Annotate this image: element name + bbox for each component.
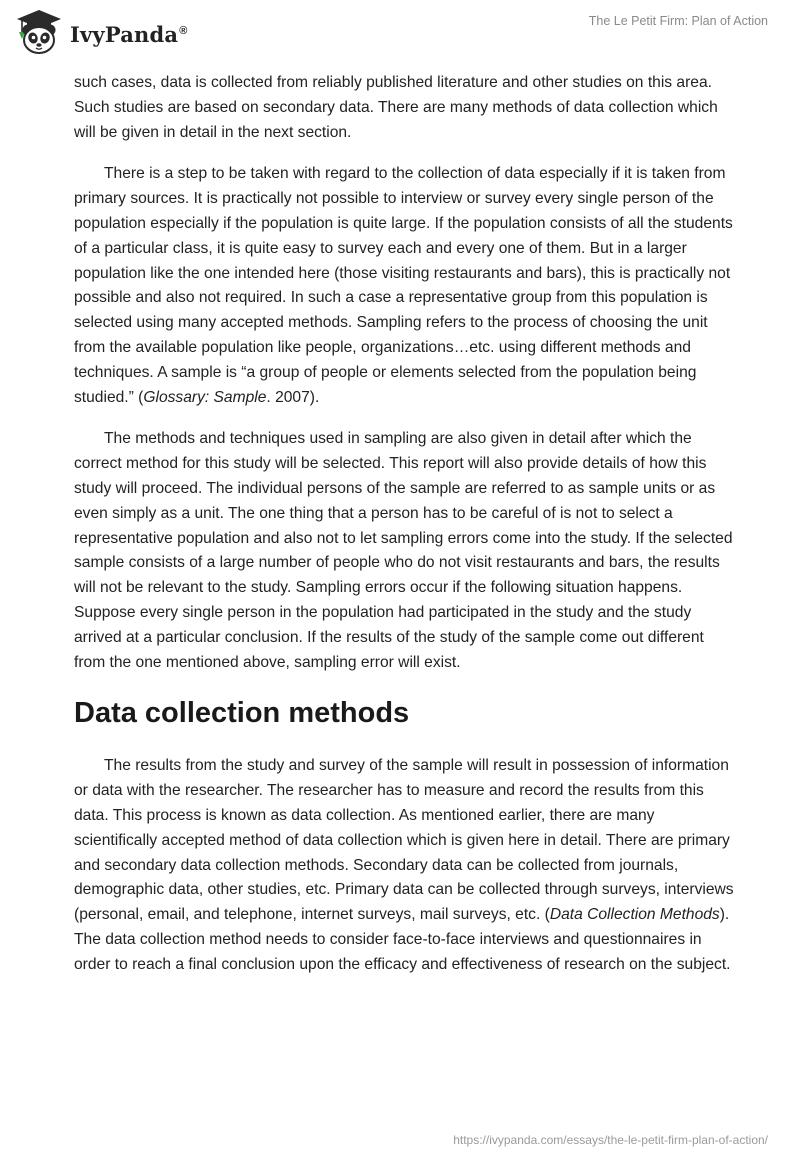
paragraph-3: The methods and techniques used in sampling are also given in detail after which the correct method for this study will be selected. This report will also provide details of how this study will proceed. The individual persons of the sample are referred to as sample units or as even simply as a unit. The one thing that a person has to be careful of is not to select a representative population and also not to let sampling errors come into the study. If the selected sample consists of a large number of people who do not visit restaurants and bars, the results will not be relevant to the study. Sampling errors occur if the following situation happens. Suppose every single person in the population had participated in the study and the study arrived at a particular conclusion. If the results of the study of the sample come out different from the one mentioned above, sampling error will exist.	[74, 430, 733, 671]
ivypanda-logo[interactable]	[14, 8, 188, 56]
paragraph-2	[74, 162, 734, 410]
section-heading: Data collection methods	[74, 697, 410, 730]
document-title: The Le Petit Firm: Plan of Action	[588, 14, 768, 28]
source-url[interactable]: https://ivypanda.com/essays/the-le-petit-firm-plan-of-action/	[453, 1133, 768, 1147]
logo-wordmark	[70, 22, 188, 47]
paragraph-4-text: The results from the study and survey of the sample will result in possession of information or data with the researcher. The researcher has to measure and record the results from this data. This process is known as data collection. As mentioned earlier, there are many scientifically accepted method of data collection which is given here in detail. There are primary and secondary data collection methods. Secondary data can be collected from journals, demographic data, other studies, etc. Primary data can be collected through surveys, interviews (personal, email, and telephone, internet surveys, mail surveys, etc. (	[74, 757, 734, 924]
paragraph-2-text: There is a step to be taken with regard to the collection of data especially if it is taken from primary sources. It is practically not possible to interview or survey every single person of the population especially if the population is quite large. If the population consists of all the students of a particular class, it is quite easy to survey each and every one of them. But in a larger population like the one intended here (those visiting restaurants and bars), this is practically not possible and also not required. In such a case a representative group from this population is selected using many accepted methods. Sampling refers to the process of choosing the unit from the available population like people, organizations…etc. using different methods and techniques. A sample is “a group of people or elements selected from the population being studied.” (	[74, 165, 733, 406]
registered-mark: ®	[179, 24, 188, 37]
logo-name: IvyPanda	[70, 21, 179, 47]
citation-glossary-sample: Glossary: Sample	[143, 388, 267, 406]
citation-data-collection-methods: Data Collection Methods	[549, 906, 720, 924]
panda-graduate-icon	[14, 8, 64, 56]
paragraph-4	[74, 754, 734, 977]
essay-content	[74, 71, 734, 978]
paragraph-2-end: . 2007).	[266, 388, 320, 406]
paragraph-1: such cases, data is collected from reliably published literature and other studies on this area. Such studies are based on secondary data. There are many methods of data collection which will be given in detail in the next section.	[74, 74, 718, 141]
page-header	[0, 0, 800, 72]
paragraph-4-end: ). The data collection method needs to consider face-to-face interviews and questionnaires in order to reach a final conclusion upon the efficacy and effectiveness of research on the subject.	[74, 906, 731, 973]
